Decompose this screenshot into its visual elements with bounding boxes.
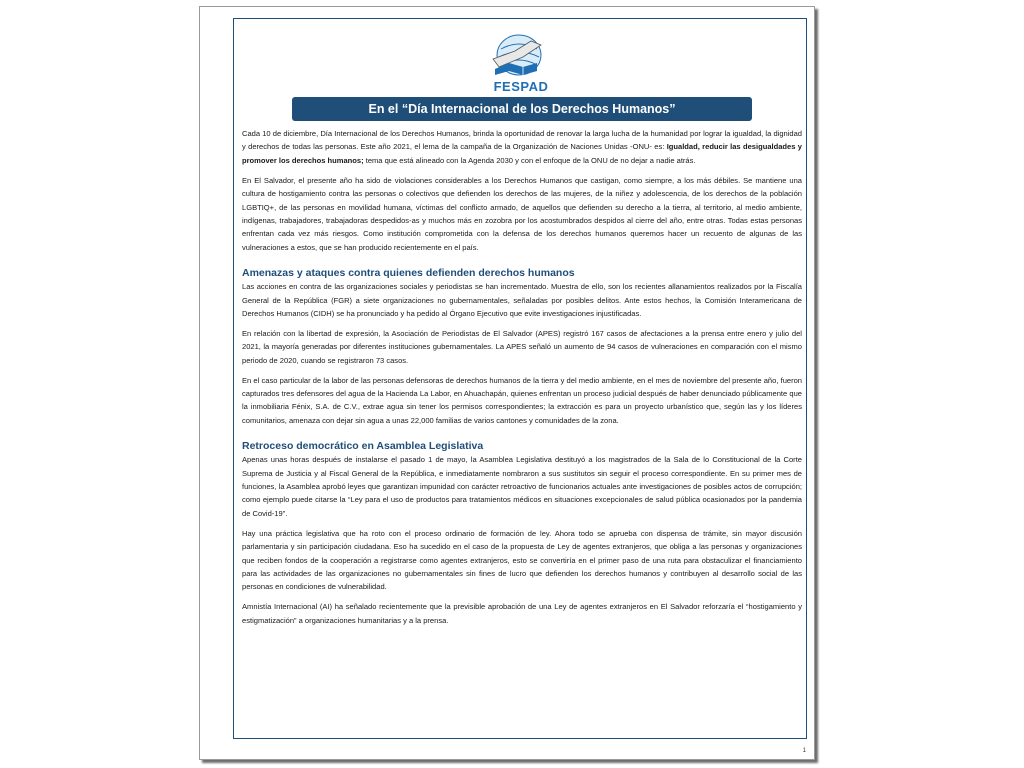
section2-paragraph-2: Hay una práctica legislativa que ha roto con el proceso ordinario de formación de ley. Ahora todo se aprueba con dispensa de trámite, sin mayor discusión parlamentaria y sin participación ciudadana. Eso ha sucedido en el caso de la propuesta de Ley de agentes extranjeros, que obliga a las personas y organizaciones que reciben fondos de la cooperación a registrarse como agentes extranjeros, esto se convertiría en el primer paso de una ruta para obstaculizar el financiamiento para las actividades de las organizaciones no gubernamentales sin fines de lucro que defienden los derechos humanos y contribuyen al desarrollo social de las personas en condiciones de vulnerabilidad. <box>242 528 802 592</box>
fespad-logo <box>479 29 563 95</box>
intro-text-b: tema que está alineado con la Agenda 2030 y con el enfoque de la ONU de no dejar a nadie atrás. <box>363 155 696 165</box>
page-number: 1 <box>802 748 806 754</box>
section1-paragraph-1: Las acciones en contra de las organizaciones sociales y periodistas se han incrementado. Muestra de ello, son los recientes allanamientos realizados por la Fiscalía General de la República (FGR) a siete organizaciones no gubernamentales, señaladas por posibles delitos. Ante estos hechos, la Comisión Interamericana de Derechos Humanos (CIDH) se ha pronunciado y ha pedido al Órgano Ejecutivo que evite investigaciones injustificadas. <box>242 282 802 318</box>
intro-bold-text: Igualdad, reducir las desigualdades y promover los derechos humanos; <box>242 142 802 165</box>
intro-paragraph-2: En El Salvador, el presente año ha sido de violaciones considerables a los Derechos Humanos que castigan, como siempre, a los más débiles. Se mantiene una cultura de hostigamiento contra las personas o colectivos que defienden los derechos de las mujeres, de la niñez y adolescencia, de los derechos de la población LGBTIQ+, de las personas en movilidad humana, víctimas del conflicto armado, de aquellos que defienden su derecho a la tierra, al territorio, al medio ambiente, indígenas, trabajadores, trabajadoras despedidos-as y muchos más en zozobra por los acostumbrados despidos al cierre del año, entre otras. Todas estas personas enfrentan cada vez más riesgos. Como institución comprometida con la defensa de los derechos humanos queremos hacer un recuento de algunas de las vulneraciones a estos, que se han producido recientemente en el país. <box>242 175 802 252</box>
logo-name: FESPAD <box>493 79 549 94</box>
section1-paragraph-2: En relación con la libertad de expresión, la Asociación de Periodistas de El Salvador (APES) registró 167 casos de afectaciones a la prensa entre enero y julio del 2021, la mayoría generadas por diferentes instituciones gubernamentales. La APES señaló un aumento de 94 casos de vulneraciones en comparación con el mismo periodo de 2020, cuando se registraron 73 casos. <box>242 328 802 365</box>
page-title: En el “Día Internacional de los Derechos Humanos” <box>292 97 752 121</box>
section2-paragraph-3: Amnistía Internacional (AI) ha señalado recientemente que la previsible aprobación de una Ley de agentes extranjeros en El Salvador reforzaría el “hostigamiento y estigmatización” a organizaciones humanitarias y a la prensa. <box>242 602 802 625</box>
logo-emblem-icon <box>479 29 563 81</box>
document-page <box>199 6 815 760</box>
section1-paragraph-3: En el caso particular de la labor de las personas defensoras de derechos humanos de la tierra y del medio ambiente, en el mes de noviembre del presente año, fueron capturados tres defensores del agua de la Hacienda La Labor, en Ahuachapán, quienes enfrentan un proceso judicial después de haber denunciado públicamente que la inmobiliaria Fénix, S.A. de C.V., extrae agua sin tener los permisos correspondientes; la extracción es para un proyecto urbanístico que, según las y los líderes comunitarios, amenaza con dejar sin agua a unas 22,000 familias de varios cantones y comunidades de la zona. <box>242 375 802 425</box>
section2-paragraph-1: Apenas unas horas después de instalarse el pasado 1 de mayo, la Asamblea Legislativa destituyó a los magistrados de la Sala de lo Constitucional de la Corte Suprema de Justicia y al Fiscal General de la República, e inmediatamente nombraron a sus sustitutos sin seguir el proceso correspondiente. En su primer mes de funciones, la Asamblea aprobó leyes que garantizan impunidad con carácter retroactivo de funcionarios actuales ante investigaciones de posibles actos de corrupción; como ejemplo puede citarse la “Ley para el uso de productos para tratamientos médicos en situaciones excepcionales de salud pública ocasionados por la pandemia de Covid-19”. <box>242 455 802 518</box>
section-heading-threats: Amenazas y ataques contra quienes defienden derechos humanos <box>242 267 575 280</box>
document-body <box>242 127 802 634</box>
intro-text-a: Cada 10 de diciembre, Día Internacional de los Derechos Humanos, brinda la oportunidad de renovar la larga lucha de la humanidad por lograr la igualdad, la dignidad y derechos de todas las personas. Este año 2021, el lema de la campaña de la Organización de Naciones Unidas -ONU- es: <box>242 129 802 152</box>
intro-paragraph-1 <box>242 127 802 167</box>
section-heading-democratic-regression: Retroceso democrático en Asamblea Legislativa <box>242 440 484 453</box>
